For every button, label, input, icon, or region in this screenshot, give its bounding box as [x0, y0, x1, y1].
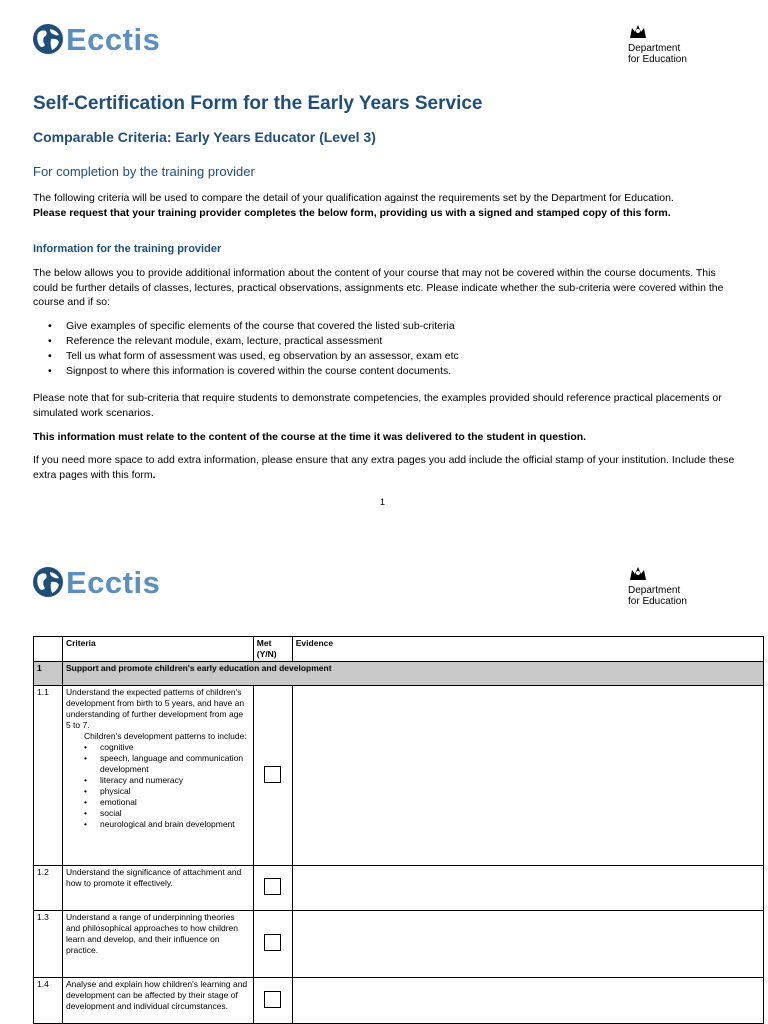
met-cell — [253, 686, 292, 866]
criteria-text: Understand the expected patterns of children's development from birth to 5 years, and have an understanding of further development from age 5 to 7. — [65, 687, 245, 730]
instruction-list — [48, 319, 459, 379]
bold-paragraph: This information must relate to the content of the course at the time it was delivered to the student in question. — [33, 431, 587, 443]
met-checkbox[interactable] — [264, 878, 281, 895]
row-number: 1.1 — [34, 686, 63, 866]
table-row — [34, 978, 764, 1024]
list-item: • speech, language and communication development — [84, 753, 250, 775]
section-title: Support and promote children's early education and development — [62, 662, 763, 686]
list-item: • neurological and brain development — [84, 819, 250, 830]
row-number: 1.4 — [34, 978, 63, 1024]
space-text: If you need more space to add extra information, please ensure that any extra pages you add include the official stamp of your institution. Include these extra pages with this form — [33, 454, 735, 481]
list-item: • Signpost to where this information is covered within the course content documents. — [48, 364, 459, 379]
crest-icon — [628, 22, 648, 40]
list-item: • Reference the relevant module, exam, lecture, practical assessment — [48, 334, 459, 349]
development-list — [84, 742, 250, 830]
list-item: • emotional — [84, 797, 250, 808]
criteria-table — [33, 636, 764, 1024]
intro-bold: Please request that your training provider completes the below form, providing us with a signed and stamped copy of this form. — [33, 206, 671, 219]
evidence-cell[interactable] — [292, 686, 763, 866]
note-paragraph: Please note that for sub-criteria that require students to demonstrate competencies, the examples provided should reference practical placements or simulated work scenarios. — [33, 392, 722, 419]
ecctis-logo — [32, 23, 160, 55]
dfe-line1: Department — [628, 585, 681, 596]
table-row — [34, 686, 764, 866]
criteria-subtext: Children's development patterns to include: — [83, 731, 247, 741]
table-row — [34, 866, 764, 911]
space-end: . — [152, 468, 156, 481]
table-header-row — [34, 637, 764, 662]
row-number: 1.3 — [34, 911, 63, 978]
list-item: • Tell us what form of assessment was used, eg observation by an assessor, exam etc — [48, 349, 459, 364]
row-number: 1.2 — [34, 866, 63, 911]
met-cell — [253, 866, 292, 911]
page-number: 1 — [380, 497, 386, 507]
met-checkbox[interactable] — [264, 766, 281, 783]
criteria-cell — [62, 686, 253, 866]
list-item: • physical — [84, 786, 250, 797]
met-checkbox[interactable] — [264, 934, 281, 951]
header-num-cell — [34, 637, 63, 662]
page-title: Self-Certification Form for the Early Years Service — [33, 93, 483, 114]
criteria-text: Understand the significance of attachment and how to promote it effectively. — [62, 866, 253, 911]
list-item: • literacy and numeracy — [84, 775, 250, 786]
list-item: • social — [84, 808, 250, 819]
evidence-cell[interactable] — [292, 911, 763, 978]
globe-icon — [32, 23, 64, 55]
list-item: • Give examples of specific elements of the course that covered the listed sub-criteria — [48, 319, 459, 334]
header-criteria: Criteria — [62, 637, 253, 662]
header-evidence: Evidence — [292, 637, 763, 662]
dfe-logo — [628, 22, 718, 65]
dfe-line2: for Education — [628, 54, 687, 65]
criteria-text: Understand a range of underpinning theories and philosophical approaches to how children learn and develop, and their influence on practice. — [62, 911, 253, 978]
intro-normal: The following criteria will be used to compare the detail of your qualification against the requirements set by the Department for Education. — [33, 192, 674, 204]
info-heading: Information for the training provider — [33, 243, 222, 255]
evidence-cell[interactable] — [292, 866, 763, 911]
dfe-line1: Department — [628, 43, 681, 54]
page-subtitle: Comparable Criteria: Early Years Educator (Level 3) — [33, 129, 376, 145]
crest-icon — [628, 564, 648, 582]
met-cell — [253, 911, 292, 978]
section-number: 1 — [34, 662, 63, 686]
table-row — [34, 911, 764, 978]
section-row — [34, 662, 764, 686]
globe-icon — [32, 566, 64, 598]
logo-text: Ecctis — [66, 21, 161, 57]
list-item: • cognitive — [84, 742, 250, 753]
dfe-logo — [628, 564, 718, 607]
met-cell — [253, 978, 292, 1024]
info-paragraph: The below allows you to provide additional information about the content of your course that may not be covered within the course documents. This could be further details of classes, lectures, practical observations, assignments etc. Please indicate whether the sub-criteria were covered within the course and if so: — [33, 267, 724, 308]
met-checkbox[interactable] — [264, 991, 281, 1008]
evidence-cell[interactable] — [292, 978, 763, 1024]
intro-paragraph — [33, 191, 738, 220]
logo-text: Ecctis — [66, 564, 161, 600]
dfe-line2: for Education — [628, 596, 687, 607]
header-met: Met (Y/N) — [253, 637, 292, 662]
completion-heading: For completion by the training provider — [33, 164, 255, 179]
space-paragraph — [33, 453, 738, 482]
ecctis-logo — [32, 566, 160, 598]
criteria-text: Analyse and explain how children's learning and development can be affected by their stage of development and individual circumstances. — [62, 978, 253, 1024]
